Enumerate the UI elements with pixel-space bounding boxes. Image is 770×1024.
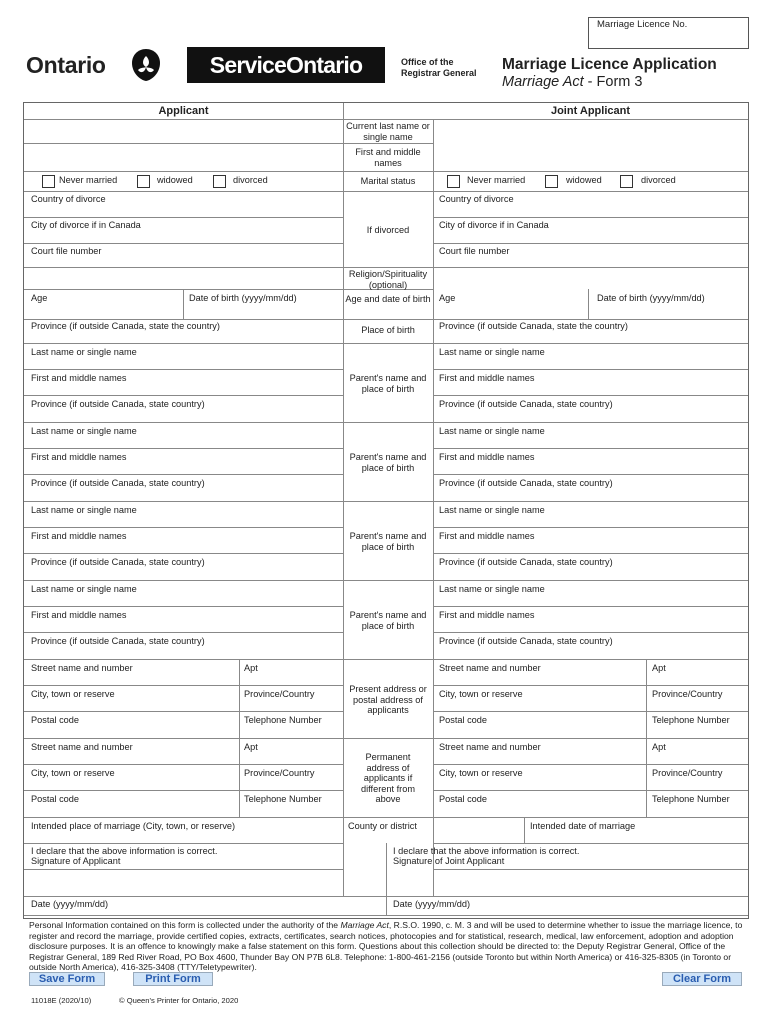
center-parent2: Parent's name and place of birth [349, 452, 427, 473]
p3-province: Province (if outside Canada, state country) [31, 557, 205, 567]
center-present-address: Present address or postal address of applicants [349, 684, 427, 715]
applicant-court-file: Court file number [31, 246, 102, 256]
privacy-notice [29, 920, 749, 973]
p2-last-name: Last name or single name [31, 426, 137, 436]
p4-province: Province (if outside Canada, state country) [31, 636, 205, 646]
date-joint: Date (yyyy/mm/dd) [393, 899, 471, 909]
licence-number-label: Marriage Licence No. [597, 19, 688, 30]
date-applicant: Date (yyyy/mm/dd) [31, 899, 109, 909]
form-number: - Form 3 [583, 74, 643, 90]
perm-province: Province/Country [244, 768, 315, 778]
p4-first-middle: First and middle names [31, 610, 127, 620]
perm-city: City, town or reserve [31, 768, 115, 778]
joint-perm-province: Province/Country [652, 768, 723, 778]
applicant-country-divorce: Country of divorce [31, 194, 106, 204]
center-permanent-address: Permanent address of applicants if different from above [361, 752, 415, 804]
perm-apt: Apt [244, 742, 258, 752]
joint-present-telephone: Telephone Number [652, 715, 730, 725]
jp3-last-name: Last name or single name [439, 505, 545, 515]
center-current-last-name: Current last name or single name [346, 121, 430, 142]
center-marital-status: Marital status [360, 176, 416, 186]
center-if-divorced: If divorced [366, 225, 410, 235]
joint-court-file: Court file number [439, 246, 510, 256]
center-place-of-birth: Place of birth [361, 325, 415, 335]
joint-perm-city: City, town or reserve [439, 768, 523, 778]
center-parent1: Parent's name and place of birth [349, 373, 427, 394]
notice-part1: Personal Information contained on this form is collected under the authority of the [29, 920, 341, 930]
jp1-province: Province (if outside Canada, state country) [439, 399, 613, 409]
p3-first-middle: First and middle names [31, 531, 127, 541]
clear-form-button[interactable]: Clear Form [662, 972, 742, 986]
marriage-date: Intended date of marriage [530, 821, 636, 831]
copyright: © Queen's Printer for Ontario, 2020 [119, 996, 239, 1005]
joint-perm-telephone: Telephone Number [652, 794, 730, 804]
print-form-button[interactable]: Print Form [133, 972, 213, 986]
ontario-wordmark: Ontario [26, 52, 106, 78]
center-first-middle-names: First and middle names [355, 147, 421, 168]
joint-marital-widowed-label: widowed [566, 175, 602, 185]
jp1-last-name: Last name or single name [439, 347, 545, 357]
perm-street: Street name and number [31, 742, 133, 752]
applicant-city-divorce: City of divorce if in Canada [31, 220, 141, 230]
applicant-province-birth: Province (if outside Canada, state the country) [31, 321, 220, 331]
serviceontario-logo: ServiceOntario [187, 47, 385, 83]
marriage-county: County or district [348, 821, 417, 831]
joint-present-city: City, town or reserve [439, 689, 523, 699]
signature-applicant: Signature of Applicant [31, 856, 121, 866]
joint-present-postal: Postal code [439, 715, 488, 725]
trillium-logo-icon [129, 47, 163, 83]
jp4-province: Province (if outside Canada, state country) [439, 636, 613, 646]
jp4-first-middle: First and middle names [439, 610, 535, 620]
p1-last-name: Last name or single name [31, 347, 137, 357]
joint-marital-never-label: Never married [467, 175, 526, 185]
joint-widowed-checkbox[interactable] [545, 175, 558, 188]
org-line1: Office of the [401, 57, 454, 67]
licence-number-field[interactable] [588, 17, 749, 49]
form-code: 11018E (2020/10) [31, 996, 92, 1005]
joint-present-province: Province/Country [652, 689, 723, 699]
jp2-first-middle: First and middle names [439, 452, 535, 462]
joint-perm-postal: Postal code [439, 794, 488, 804]
present-postal: Postal code [31, 715, 80, 725]
present-street: Street name and number [31, 663, 133, 673]
joint-city-divorce: City of divorce if in Canada [439, 220, 549, 230]
org-line2: Registrar General [401, 68, 477, 78]
joint-present-apt: Apt [652, 663, 666, 673]
form-subtitle [502, 74, 642, 90]
joint-perm-street: Street name and number [439, 742, 541, 752]
perm-postal: Postal code [31, 794, 80, 804]
p1-province: Province (if outside Canada, state country) [31, 399, 205, 409]
jp2-last-name: Last name or single name [439, 426, 545, 436]
applicant-header: Applicant [158, 105, 209, 117]
present-province: Province/Country [244, 689, 315, 699]
marriage-place: Intended place of marriage (City, town, or reserve) [31, 821, 236, 831]
marital-widowed-label: widowed [157, 175, 193, 185]
office-registrar [401, 57, 477, 79]
center-religion: Religion/Spirituality (optional) [348, 269, 428, 290]
p1-first-middle: First and middle names [31, 373, 127, 383]
rule [24, 119, 748, 120]
present-apt: Apt [244, 663, 258, 673]
present-telephone: Telephone Number [244, 715, 322, 725]
application-form [23, 102, 749, 919]
p4-last-name: Last name or single name [31, 584, 137, 594]
joint-perm-apt: Apt [652, 742, 666, 752]
joint-divorced-checkbox[interactable] [620, 175, 633, 188]
present-city: City, town or reserve [31, 689, 115, 699]
joint-province-birth: Province (if outside Canada, state the country) [439, 321, 628, 331]
p2-province: Province (if outside Canada, state country) [31, 478, 205, 488]
declare-joint: I declare that the above information is correct. [393, 846, 580, 856]
joint-marital-divorced-label: divorced [641, 175, 676, 185]
declare-applicant: I declare that the above information is correct. [31, 846, 218, 856]
jp1-first-middle: First and middle names [439, 373, 535, 383]
save-form-button[interactable]: Save Form [29, 972, 105, 986]
p3-last-name: Last name or single name [31, 505, 137, 515]
applicant-dob: Date of birth (yyyy/mm/dd) [189, 293, 297, 303]
signature-joint: Signature of Joint Applicant [393, 856, 505, 866]
applicant-never-married-checkbox[interactable] [42, 175, 55, 188]
marital-never-label: Never married [59, 175, 118, 185]
joint-applicant-header: Joint Applicant [550, 105, 631, 117]
center-parent3: Parent's name and place of birth [349, 531, 427, 552]
jp3-province: Province (if outside Canada, state country) [439, 557, 613, 567]
jp4-last-name: Last name or single name [439, 584, 545, 594]
applicant-divorced-checkbox[interactable] [213, 175, 226, 188]
act-name: Marriage Act [502, 74, 584, 90]
applicant-widowed-checkbox[interactable] [137, 175, 150, 188]
jp2-province: Province (if outside Canada, state country) [439, 478, 613, 488]
jp3-first-middle: First and middle names [439, 531, 535, 541]
p2-first-middle: First and middle names [31, 452, 127, 462]
form-title: Marriage Licence Application [502, 56, 717, 73]
notice-part2: , R.S.O. 1990, c. M. 3 and will be used to determine whether to issue the marriage licence, to register and record the marriage, provide certified copies, extracts, certificates, search notices, photocopies and for statistical, research, medical, law enforcement, adoption and adoption disclosure purposes. It is an offence to knowingly make a false statement on this form. Questions about this collection should be directed to: the Deputy Registrar General, Office of the Registrar General, 189 Red River Road, PO Box 4600, Thunder Bay ON P7B 6L8. Telephone: 1-800-461-2156 (outside Toronto but within North America) or 416-325-8305 (in Toronto or outside North America), 416-325-3408 (TTY/Teletypewriter). [29, 920, 743, 972]
center-age-dob: Age and date of birth [345, 294, 431, 304]
joint-present-street: Street name and number [439, 663, 541, 673]
applicant-age: Age [31, 293, 48, 303]
joint-age: Age [439, 293, 456, 303]
notice-act: Marriage Act [340, 920, 389, 930]
center-parent4: Parent's name and place of birth [349, 610, 427, 631]
perm-telephone: Telephone Number [244, 794, 322, 804]
joint-country-divorce: Country of divorce [439, 194, 514, 204]
joint-never-married-checkbox[interactable] [447, 175, 460, 188]
joint-dob: Date of birth (yyyy/mm/dd) [597, 293, 705, 303]
marital-divorced-label: divorced [233, 175, 268, 185]
